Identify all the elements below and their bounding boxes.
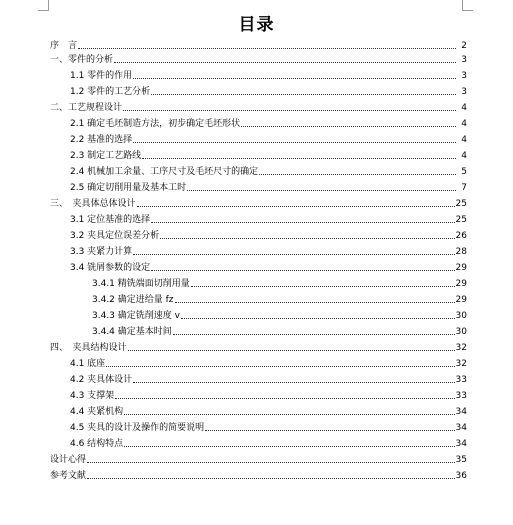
toc-entry-label: 4.5 夹具的设计及操作的简要说明 (70, 423, 205, 433)
toc-entry-label: 参考文献 (50, 471, 87, 481)
toc-entry-page-number: 3 (461, 87, 467, 97)
toc-dot-leader (191, 286, 455, 287)
toc-entry-page-number: 32 (455, 343, 467, 353)
toc-entry[interactable] (50, 196, 467, 210)
toc-dot-leader (133, 382, 454, 383)
toc-dot-leader (241, 126, 456, 127)
toc-dot-leader (106, 366, 454, 367)
toc-dot-leader (151, 222, 454, 223)
toc-entry[interactable] (70, 148, 467, 162)
toc-entry-page-number: 35 (455, 455, 467, 465)
toc-dot-leader (181, 318, 455, 319)
toc-entry-page-number: 7 (461, 183, 467, 193)
toc-dot-leader (151, 270, 454, 271)
toc-entry-label: 3.1 定位基准的选择 (70, 215, 151, 225)
toc-dot-leader (133, 142, 456, 143)
toc-entry-page-number: 28 (455, 247, 467, 257)
toc-entry-page-number: 29 (455, 263, 467, 273)
toc-entry[interactable] (70, 244, 467, 258)
toc-entry[interactable] (50, 468, 467, 482)
toc-entry-page-number: 32 (455, 359, 467, 369)
toc-entry-page-number: 34 (455, 439, 467, 449)
toc-dot-leader (187, 190, 456, 191)
toc-entry[interactable] (50, 38, 467, 52)
toc-entry-page-number: 34 (455, 423, 467, 433)
toc-entry-label: 1.1 零件的作用 (70, 71, 133, 81)
toc-entry[interactable] (70, 116, 467, 130)
toc-entry-page-number: 36 (455, 471, 467, 481)
toc-entry[interactable] (50, 340, 467, 354)
toc-entry-label: 4.3 支撑架 (70, 391, 115, 401)
toc-entry-label: 3.4.4 确定基本时间 (92, 327, 172, 337)
toc-dot-leader (114, 62, 456, 63)
toc-entry-page-number: 3 (461, 55, 467, 65)
toc-entry[interactable] (70, 228, 467, 242)
toc-entry-page-number: 26 (455, 231, 467, 241)
toc-entry-page-number: 25 (455, 199, 467, 209)
toc-entry-label: 4.2 夹具体设计 (70, 375, 133, 385)
toc-dot-leader (259, 174, 456, 175)
toc-entry[interactable] (70, 372, 467, 386)
toc-entry-label: 2.4 机械加工余量、工序尺寸及毛坯尺寸的确定 (70, 167, 259, 177)
toc-entry[interactable] (70, 132, 467, 146)
toc-entry-page-number: 33 (455, 391, 467, 401)
toc-entry[interactable] (92, 292, 467, 306)
toc-entry[interactable] (70, 68, 467, 82)
toc-dot-leader (78, 48, 456, 49)
toc-entry[interactable] (50, 100, 467, 114)
toc-entry-label: 四、 夹具结构设计 (50, 343, 127, 353)
toc-entry-page-number: 33 (455, 375, 467, 385)
toc-dot-leader (124, 446, 454, 447)
toc-entry-label: 2.1 确定毛坯制造方法，初步确定毛坯形状 (70, 119, 241, 129)
toc-dot-leader (123, 110, 456, 111)
toc-entry[interactable] (70, 180, 467, 194)
toc-entry[interactable] (70, 164, 467, 178)
toc-dot-leader (160, 238, 454, 239)
toc-entry-label: 序 言 (50, 41, 78, 51)
toc-entry-page-number: 5 (461, 167, 467, 177)
toc-entry-label: 3.4.1 精铣端面切削用量 (92, 279, 190, 289)
toc-entry-page-number: 34 (455, 407, 467, 417)
toc-entry[interactable] (50, 52, 467, 66)
toc-dot-leader (137, 206, 455, 207)
toc-entry-page-number: 29 (455, 295, 467, 305)
toc-dot-leader (151, 94, 456, 95)
toc-entry-page-number: 30 (455, 327, 467, 337)
toc-entry-page-number: 3 (461, 71, 467, 81)
toc-entry-label: 3.3 夹紧力计算 (70, 247, 133, 257)
toc-entry-page-number: 30 (455, 311, 467, 321)
toc-entry[interactable] (70, 212, 467, 226)
toc-entry[interactable] (50, 452, 467, 466)
toc-entry-label: 一、零件的分析 (50, 55, 114, 65)
toc-entry-label: 2.5 确定切削用量及基本工时 (70, 183, 187, 193)
toc-entry[interactable] (70, 356, 467, 370)
toc-dot-leader (175, 302, 455, 303)
toc-entry-page-number: 4 (461, 151, 467, 161)
toc-entry-label: 三、 夹具体总体设计 (50, 199, 136, 209)
toc-entry-label: 3.2 夹具定位误差分析 (70, 231, 160, 241)
toc-entry-page-number: 4 (461, 135, 467, 145)
toc-dot-leader (128, 350, 455, 351)
toc-dot-leader (133, 78, 456, 79)
toc-entry-label: 2.3 制定工艺路线 (70, 151, 142, 161)
toc-dot-leader (87, 478, 455, 479)
toc-entry-label: 1.2 零件的工艺分析 (70, 87, 151, 97)
toc-dot-leader (173, 334, 455, 335)
page-title: 目录 (238, 15, 275, 35)
toc-entry-label: 3.4.2 确定进给量 fz (92, 295, 174, 305)
toc-entry[interactable] (70, 388, 467, 402)
toc-dot-leader (133, 254, 454, 255)
toc-entry[interactable] (70, 260, 467, 274)
toc-entry[interactable] (92, 308, 467, 322)
toc-dot-leader (124, 414, 454, 415)
toc-entry[interactable] (92, 324, 467, 338)
toc-dot-leader (142, 158, 456, 159)
toc-entry[interactable] (70, 420, 467, 434)
toc-entry[interactable] (92, 276, 467, 290)
toc-entry[interactable] (70, 84, 467, 98)
toc-entry-label: 4.1 底座 (70, 359, 106, 369)
toc-entry-label: 4.4 夹紧机构 (70, 407, 124, 417)
toc-entry[interactable] (70, 404, 467, 418)
toc-entry-label: 4.6 结构特点 (70, 439, 124, 449)
toc-entry-page-number: 2 (461, 41, 467, 51)
toc-dot-leader (115, 398, 454, 399)
toc-entry-label: 设计心得 (50, 455, 87, 465)
toc-dot-leader (87, 462, 455, 463)
toc-entry-page-number: 29 (455, 279, 467, 289)
toc-entry-page-number: 4 (461, 119, 467, 129)
toc-entry-page-number: 25 (455, 215, 467, 225)
toc-entry-label: 3.4 铣屑参数的设定 (70, 263, 151, 273)
toc-dot-leader (205, 430, 454, 431)
toc-entry-label: 2.2 基准的选择 (70, 135, 133, 145)
toc-entry-label: 3.4.3 确定铣削速度 v (92, 311, 180, 321)
toc-entry[interactable] (70, 436, 467, 450)
toc-entry-label: 二、工艺规程设计 (50, 103, 123, 113)
toc-entry-page-number: 4 (461, 103, 467, 113)
